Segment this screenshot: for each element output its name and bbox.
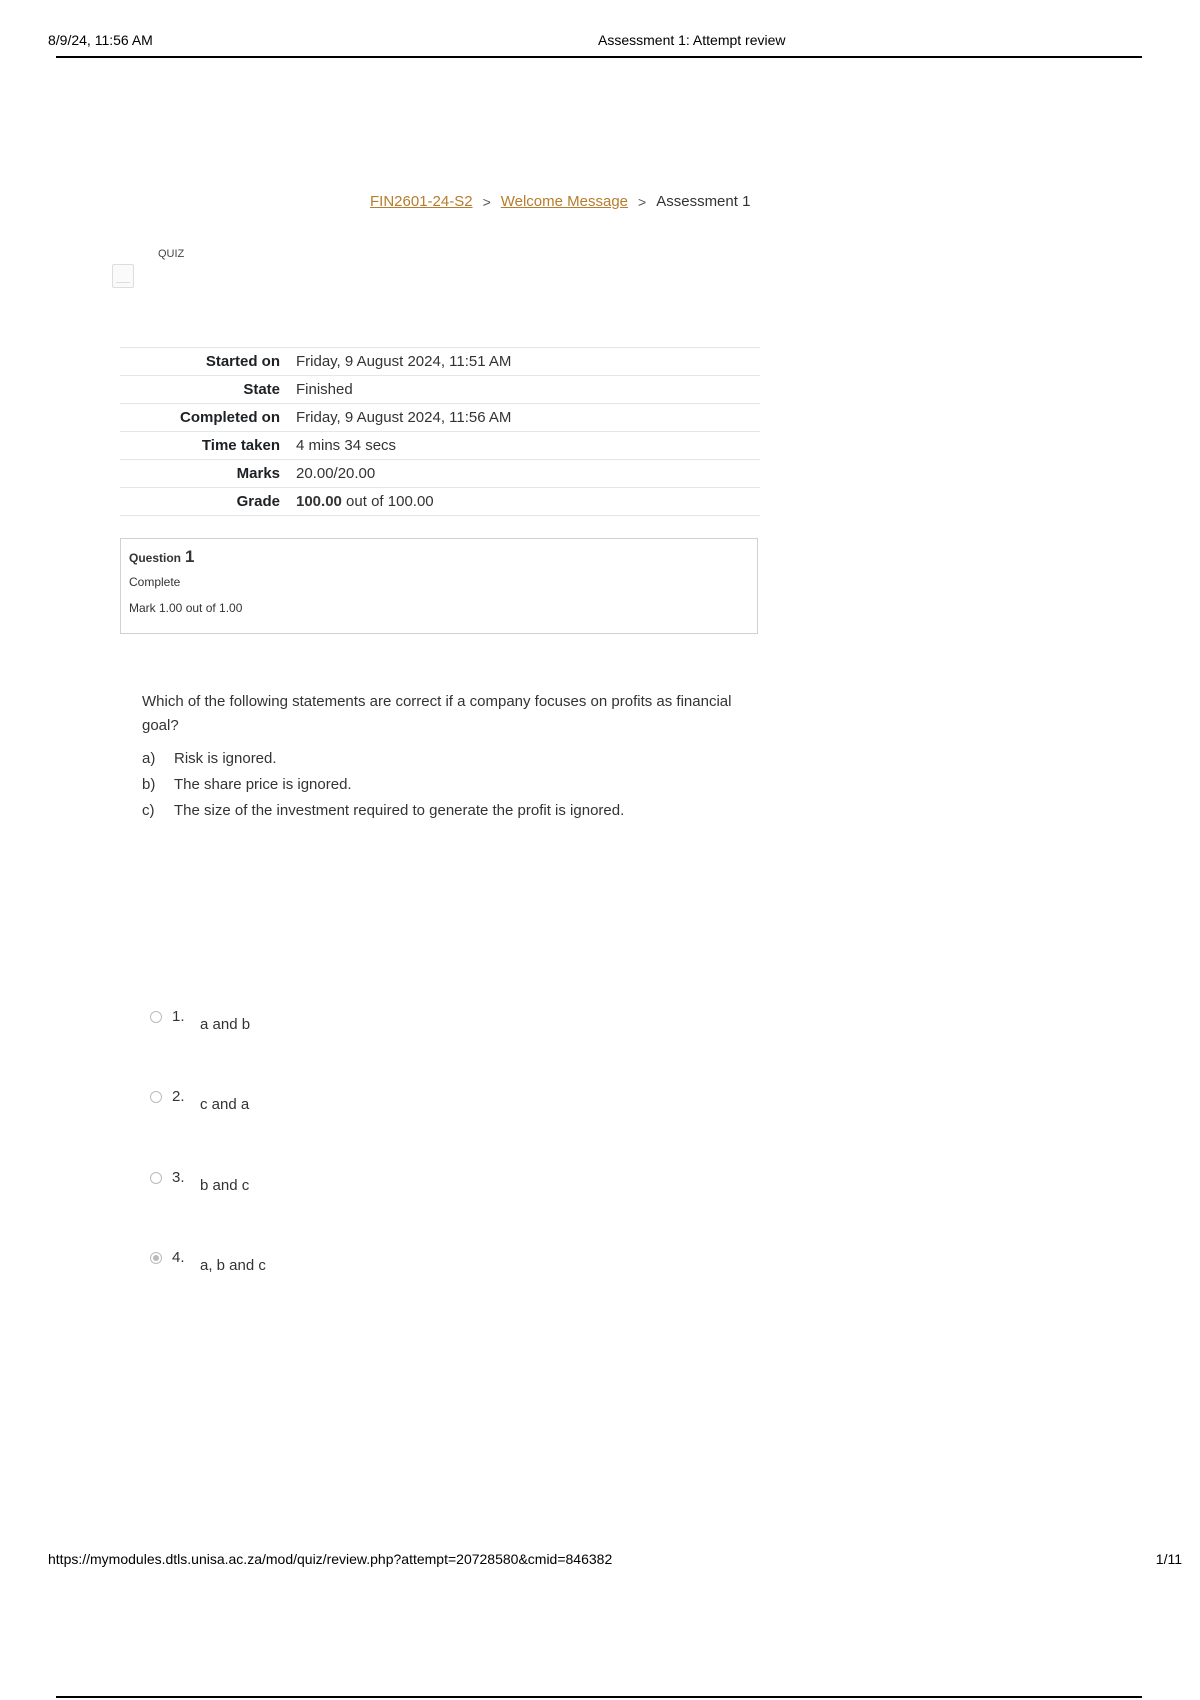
print-datetime: 8/9/24, 11:56 AM [48, 32, 153, 48]
footer-divider [56, 1696, 1142, 1698]
question-mark: Mark 1.00 out of 1.00 [129, 601, 243, 615]
statement-item [142, 776, 624, 793]
header-divider [56, 56, 1142, 58]
summary-row-state [120, 376, 760, 404]
summary-row-completed [120, 404, 760, 432]
radio-button-selected[interactable] [150, 1252, 162, 1264]
answer-number: 1. [172, 1008, 185, 1025]
breadcrumb-section-link[interactable]: Welcome Message [500, 193, 629, 210]
breadcrumb [370, 193, 750, 210]
summary-value: 4 mins 34 secs [296, 437, 397, 454]
question-info-box [120, 538, 758, 634]
answer-option-4[interactable] [150, 1249, 266, 1274]
radio-button[interactable] [150, 1172, 162, 1184]
statement-text: Risk is ignored. [174, 750, 277, 767]
summary-row-started [120, 348, 760, 376]
chevron-right-icon: > [638, 193, 647, 210]
print-header [48, 28, 1152, 50]
grade-value: 100.00 [296, 493, 342, 510]
summary-label: Time taken [201, 437, 280, 454]
question-number-value: 1 [185, 547, 195, 566]
summary-value: 20.00/20.00 [296, 465, 376, 482]
question-label: Question [129, 551, 182, 565]
statement-text: The size of the investment required to generate the profit is ignored. [174, 802, 625, 819]
summary-value [296, 488, 760, 516]
breadcrumb-course-link[interactable]: FIN2601-24-S2 [370, 193, 473, 210]
answer-option-2[interactable] [150, 1088, 249, 1113]
radio-button[interactable] [150, 1011, 162, 1023]
answer-text: c and a [200, 1096, 250, 1113]
question-number [129, 547, 749, 567]
grade-out-of: out of 100.00 [341, 493, 434, 510]
question-statements [142, 750, 624, 828]
statement-letter: a) [142, 750, 156, 767]
activity-type-label: QUIZ [158, 248, 185, 260]
statement-letter: c) [142, 802, 155, 819]
answer-number: 2. [172, 1088, 185, 1105]
answer-text: a, b and c [200, 1257, 266, 1274]
chevron-right-icon: > [482, 193, 491, 210]
document-title: Assessment 1: Attempt review [598, 32, 786, 48]
summary-label: Marks [236, 465, 280, 482]
summary-label: Grade [236, 493, 280, 510]
summary-label: Completed on [180, 409, 280, 426]
radio-button[interactable] [150, 1091, 162, 1103]
answer-number: 4. [172, 1249, 185, 1266]
answer-option-3[interactable] [150, 1169, 249, 1194]
attempt-summary-table [120, 347, 760, 516]
summary-value: Friday, 9 August 2024, 11:51 AM [296, 353, 512, 370]
statement-letter: b) [142, 776, 156, 793]
question-text: Which of the following statements are correct if a company focuses on profits as financial goal? [142, 693, 732, 734]
summary-label: Started on [205, 353, 280, 370]
quiz-icon [112, 264, 134, 288]
breadcrumb-current: Assessment 1 [656, 193, 751, 210]
answer-text: b and c [200, 1177, 250, 1194]
summary-row-grade [120, 488, 760, 516]
statement-item [142, 750, 624, 767]
answer-option-1[interactable] [150, 1008, 250, 1033]
statement-text: The share price is ignored. [174, 776, 352, 793]
statement-item [142, 802, 624, 819]
summary-row-marks [120, 460, 760, 488]
answer-text: a and b [200, 1016, 251, 1033]
summary-value: Friday, 9 August 2024, 11:56 AM [296, 409, 512, 426]
summary-label: State [243, 381, 280, 398]
answer-number: 3. [172, 1169, 185, 1186]
page-number: 1/11 [1155, 1551, 1182, 1567]
question-state: Complete [129, 575, 181, 589]
summary-value: Finished [296, 381, 353, 398]
page-url: https://mymodules.dtls.unisa.ac.za/mod/quiz/review.php?attempt=20728580&cmid=846382 [48, 1551, 613, 1567]
summary-row-time-taken [120, 432, 760, 460]
